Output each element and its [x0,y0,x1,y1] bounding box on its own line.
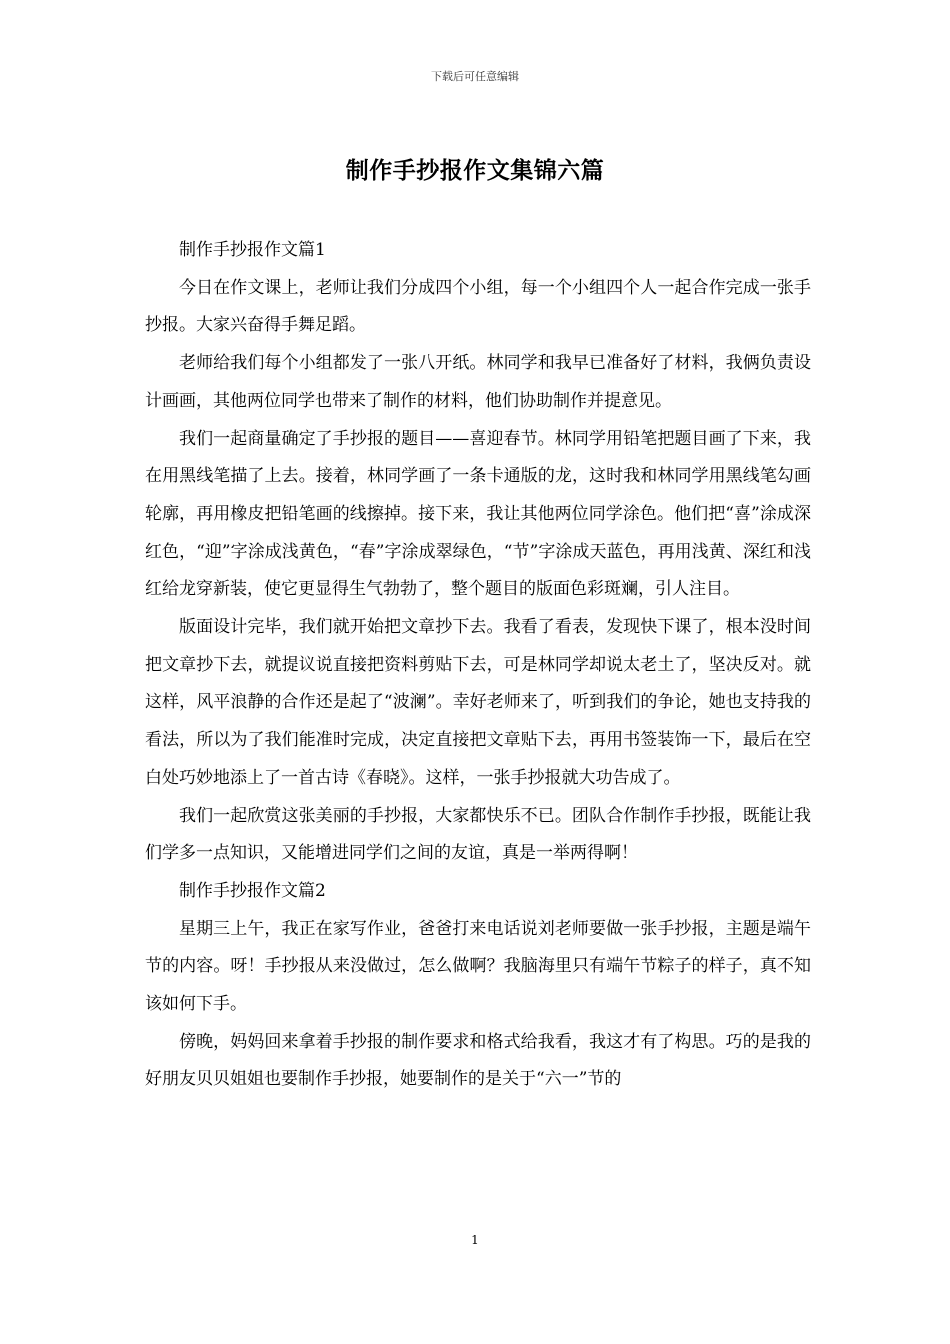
paragraph: 今日在作文课上，老师让我们分成四个小组，每一个小组四个人一起合作完成一张手抄报。大家兴奋得手舞足蹈。 [145,277,811,336]
document-body [145,232,811,1099]
paragraph: 星期三上午，我正在家写作业，爸爸打来电话说刘老师要做一张手抄报，主题是端午节的内容。呀！手抄报从来没做过，怎么做啊？我脑海里只有端午节粽子的样子，真不知该如何下手。 [145,918,811,1015]
paragraph: 版面设计完毕，我们就开始把文章抄下去。我看了看表，发现快下课了，根本没时间把文章抄下去，就提议说直接把资料剪贴下去，可是林同学却说太老土了，坚决反对。就这样，风平浪静的合作还是起了“波澜”。幸好老师来了，听到我们的争论，她也支持我的看法，所以为了我们能准时完成，决定直接把文章贴下去，再用书签装饰一下，最后在空白处巧妙地添上了一首古诗《春晓》。这样，一张手抄报就大功告成了。 [145,617,811,788]
paragraph: 老师给我们每个小组都发了一张八开纸。林同学和我早已准备好了材料，我俩负责设计画画，其他两位同学也带来了制作的材料，他们协助制作并提意见。 [145,353,811,411]
document-title: 制作手抄报作文集锦六篇 [345,157,605,184]
page-number: 1 [471,1233,479,1247]
paragraph: 傍晚，妈妈回来拿着手抄报的制作要求和格式给我看，我这才有了构思。巧的是我的好朋友贝贝姐姐也要制作手抄报，她要制作的是关于“六一”节的 [145,1031,811,1090]
paragraph: 我们一起欣赏这张美丽的手抄报，大家都快乐不已。团队合作制作手抄报，既能让我们学多一点知识，又能增进同学们之间的友谊，真是一举两得啊！ [145,805,811,864]
section-heading-2: 制作手抄报作文篇2 [179,880,326,901]
section-heading-1: 制作手抄报作文篇1 [179,240,326,260]
header-note: 下载后可任意编辑 [431,70,519,83]
paragraph: 我们一起商量确定了手抄报的题目——喜迎春节。林同学用铅笔把题目画了下来，我在用黑线笔描了上去。接着，林同学画了一条卡通版的龙，这时我和林同学用黑线笔勾画轮廓，再用橡皮把铅笔画的线擦掉。接下来，我让其他两位同学涂色。他们把“喜”涂成深红色，“迎”字涂成浅黄色，“春”字涂成翠绿色，“节”字涂成天蓝色，再用浅黄、深红和浅红给龙穿新装，使它更显得生气勃勃了，整个题目的版面色彩斑斓，引人注目。 [145,428,811,600]
